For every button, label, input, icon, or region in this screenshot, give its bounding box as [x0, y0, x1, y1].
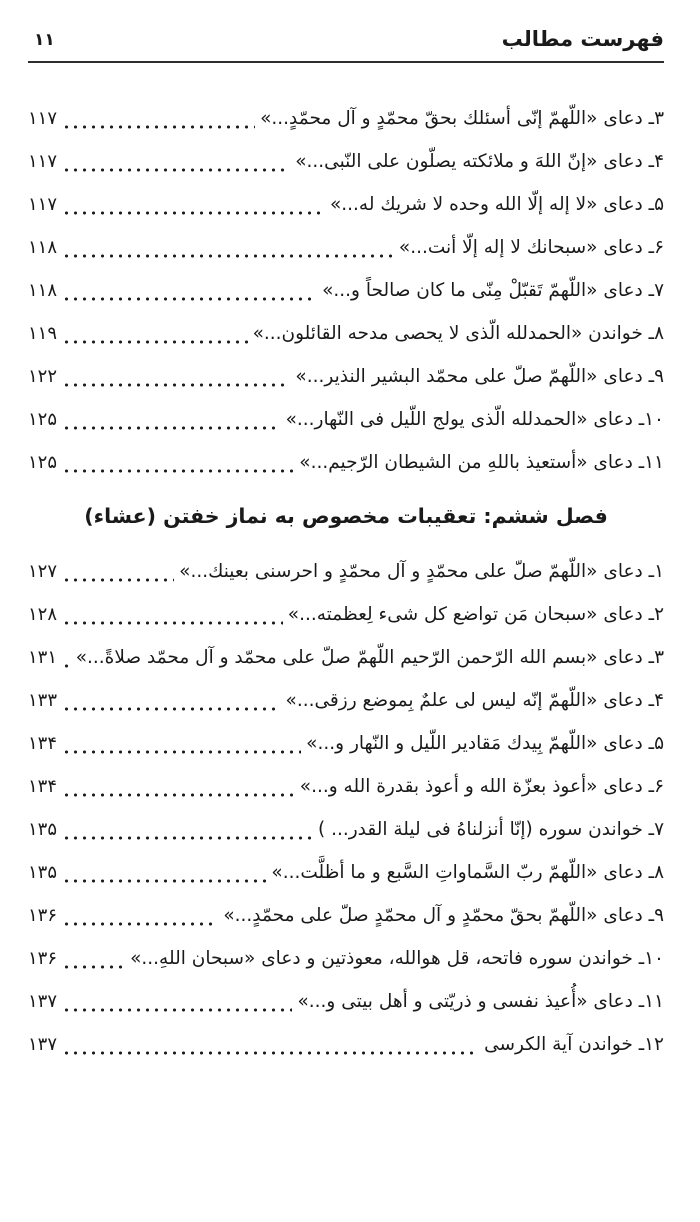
toc-entry-page-number: ۱۲۲	[28, 366, 58, 387]
toc-entry-page-number: ۱۳۶	[28, 948, 58, 969]
toc-entry	[28, 722, 664, 765]
toc-entry-label: ۶ـ دعاى «أعوذ بعزّة الله و أعوذ بقدرة الله و...»	[299, 776, 664, 797]
toc-entry	[28, 269, 664, 312]
toc-entry	[28, 1023, 664, 1066]
toc-entry-label: ۱ـ دعاى «اللّهمّ صلّ على محمّدٍ و آل محمّدٍ و احرسنى بعينك...»	[179, 561, 664, 582]
toc-entry-page-number: ۱۳۶	[28, 905, 58, 926]
dot-leader	[62, 441, 294, 484]
dot-leader	[62, 226, 394, 269]
dot-leader	[62, 765, 295, 808]
toc-entry	[28, 679, 664, 722]
dot-leader	[62, 894, 218, 937]
dot-leader	[62, 679, 281, 722]
toc-entry-page-number: ۱۱۹	[28, 323, 58, 344]
page-number: ۱۱	[34, 30, 55, 50]
page-header	[28, 26, 664, 63]
dot-leader	[62, 851, 266, 894]
toc-entry	[28, 937, 664, 980]
toc-entry-page-number: ۱۳۴	[28, 776, 58, 797]
toc-list	[28, 97, 664, 1066]
toc-entry-label: ۷ـ دعاى «اللّهمّ تَقبّلْ مِنّى ما كان صالحاً و...»	[322, 280, 664, 301]
toc-entry	[28, 183, 664, 226]
toc-entry	[28, 312, 664, 355]
toc-entry	[28, 765, 664, 808]
dot-leader	[62, 183, 325, 226]
toc-entry-page-number: ۱۳۳	[28, 690, 58, 711]
toc-entry-label: ۳ـ دعاى «بسم الله الرّحمن الرّحيم اللّهمّ صلّ على محمّد و آل محمّد صلاةً...»	[75, 647, 664, 668]
toc-entry	[28, 398, 664, 441]
dot-leader	[62, 937, 125, 980]
toc-entry	[28, 355, 664, 398]
toc-entry-label: ۱۲ـ خواندن آية الكرسى	[484, 1034, 664, 1055]
toc-entry	[28, 851, 664, 894]
page-title: فهرست مطالب	[501, 27, 664, 51]
dot-leader	[62, 550, 174, 593]
toc-entry-label: ۹ـ دعاى «اللّهمّ صلّ على محمّد البشير النذير...»	[295, 366, 664, 387]
toc-entry-label: ۱۱ـ دعاى «أُعيذ نفسى و ذريّتى و أهل بيتى و...»	[297, 991, 664, 1012]
toc-entry-page-number: ۱۳۵	[28, 819, 58, 840]
dot-leader	[62, 593, 283, 636]
toc-entry	[28, 980, 664, 1023]
toc-entry-page-number: ۱۳۴	[28, 733, 58, 754]
toc-entry	[28, 97, 664, 140]
toc-entry-page-number: ۱۱۸	[28, 280, 58, 301]
dot-leader	[62, 355, 290, 398]
dot-leader	[62, 140, 290, 183]
toc-entry-page-number: ۱۲۵	[28, 452, 58, 473]
toc-entry-label: ۴ـ دعاى «اللّهمّ إنّه ليس لى علمٌ بِموضع رزقى...»	[285, 690, 664, 711]
toc-entry	[28, 808, 664, 851]
toc-entry	[28, 441, 664, 484]
toc-entry-label: ۵ـ دعاى «لا إله إلّا الله وحده لا شريك له...»	[329, 194, 664, 215]
toc-entry-page-number: ۱۱۷	[28, 151, 58, 172]
toc-entry-label: ۸ـ دعاى «اللّهمّ ربّ السَّماواتِ السَّبع و ما أظلَّت...»	[271, 862, 664, 883]
toc-entry-label: ۶ـ دعاى «سبحانك لا إله إلّا أنت...»	[398, 237, 664, 258]
dot-leader	[62, 808, 313, 851]
toc-entry-label: ۷ـ خواندن سوره (إنّا أنزلناهُ فى ليلة القدر... )	[317, 819, 664, 840]
dot-leader	[62, 980, 292, 1023]
dot-leader	[62, 636, 71, 679]
toc-entry	[28, 550, 664, 593]
toc-entry-label: ۹ـ دعاى «اللّهمّ بحقّ محمّدٍ و آل محمّدٍ صلّ على محمّدٍ...»	[223, 905, 664, 926]
toc-entry	[28, 140, 664, 183]
toc-entry-page-number: ۱۱۸	[28, 237, 58, 258]
toc-entry	[28, 636, 664, 679]
dot-leader	[62, 269, 317, 312]
toc-entry-label: ۴ـ دعاى «إنّ اللهَ و ملائكته يصلّون على النّبى...»	[295, 151, 664, 172]
toc-entry-label: ۱۱ـ دعاى «أستعيذ باللهِ من الشيطان الرّجيم...»	[299, 452, 664, 473]
toc-entry-page-number: ۱۲۵	[28, 409, 58, 430]
toc-entry-label: ۱۰ـ دعاى «الحمدلله الّذى يولج اللّيل فى النّهار...»	[285, 409, 664, 430]
toc-entry	[28, 226, 664, 269]
dot-leader	[62, 722, 301, 765]
toc-entry-label: ۱۰ـ خواندن سوره فاتحه، قل هوالله، معوذتين و دعاى «سبحان اللهِ...»	[130, 948, 664, 969]
toc-entry-page-number: ۱۳۷	[28, 991, 58, 1012]
toc-entry	[28, 894, 664, 937]
section-heading: فصل ششم: تعقيبات مخصوص به نماز خفتن (عشاء)	[84, 504, 608, 528]
dot-leader	[62, 97, 255, 140]
toc-entry-page-number: ۱۲۷	[28, 561, 58, 582]
toc-entry-label: ۳ـ دعاى «اللّهمّ إنّى أسئلك بحقّ محمّدٍ و آل محمّدٍ...»	[260, 108, 664, 129]
dot-leader	[62, 1023, 479, 1066]
dot-leader	[62, 398, 281, 441]
toc-entry-page-number: ۱۳۵	[28, 862, 58, 883]
toc-entry-page-number: ۱۲۸	[28, 604, 58, 625]
toc-entry-page-number: ۱۱۷	[28, 194, 58, 215]
dot-leader	[62, 312, 248, 355]
toc-entry-page-number: ۱۳۱	[28, 647, 58, 668]
toc-entry-label: ۵ـ دعاى «اللّهمّ بِيدك مَقادير اللّيل و النّهار و...»	[306, 733, 664, 754]
toc-entry-label: ۲ـ دعاى «سبحان مَن تواضع كل شىء لِعظمته...»	[287, 604, 664, 625]
toc-entry-page-number: ۱۳۷	[28, 1034, 58, 1055]
toc-entry	[28, 593, 664, 636]
toc-entry-page-number: ۱۱۷	[28, 108, 58, 129]
toc-entry-label: ۸ـ خواندن «الحمدلله الّذى لا يحصى مدحه القائلون...»	[252, 323, 664, 344]
